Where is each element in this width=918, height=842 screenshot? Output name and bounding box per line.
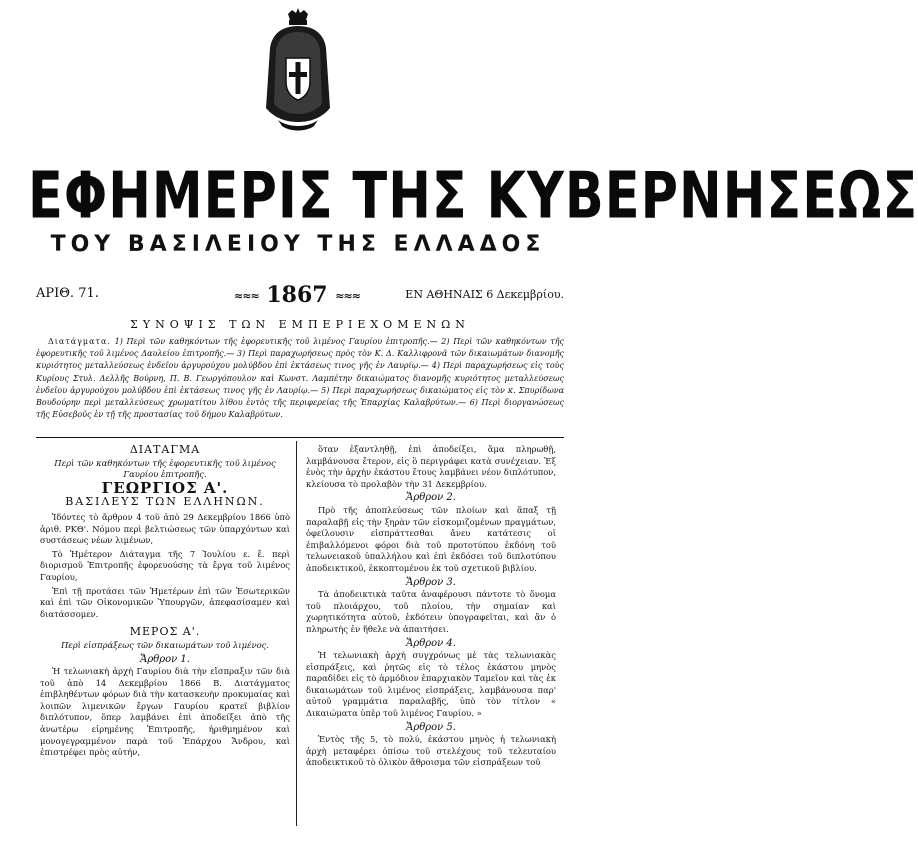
- left-column: [40, 444, 290, 761]
- right-column: [306, 444, 556, 771]
- paragraph: Ἐπὶ τῇ προτάσει τῶν Ἡμετέρων ἐπὶ τῶν Ἐσωτερικῶν καὶ ἐπὶ τῶν Οἰκονομικῶν Ὑπουργῶν, ἀπεφασίσαμεν καὶ διατάσσομεν.: [40, 585, 290, 619]
- masthead-subtitle: ΤΟΥ ΒΑΣΙΛΕΙΟΥ ΤΗΣ ΕΛΛΑΔΟΣ: [50, 232, 546, 257]
- article-heading: Ἄρθρον 3.: [406, 576, 456, 588]
- king-name: ΓΕΩΡΓΙΟΣ Α'.: [101, 478, 229, 497]
- decree-title: ΔΙΑΤΑΓΜΑ: [129, 443, 201, 456]
- issue-year-block: [222, 282, 372, 308]
- paragraph: ὅταν ἐξαντληθῇ, ἐπὶ ἀποδείξει, ἅμα πληρωθῇ, λαμβάνουσα ἕτερον, εἰς ὃ περιγράφει κατὰ συνέχειαν. Ἐξ ἑνὸς τὴν ἀρχὴν ἑκάστου ἔτους λαμβάνει νέον διπλότυπον, κλείουσα τὸ προλαβὸν τὴν 31 Δεκεμβρίου.: [306, 444, 556, 489]
- part-subject: Περὶ εἰσπράξεως τῶν δικαιωμάτων τοῦ λιμένος.: [60, 639, 270, 650]
- paragraph: Ἡ τελωνιακὴ ἀρχὴ Γαυρίου διὰ τὴν εἴσπραξιν τῶν διὰ τοῦ ἀπὸ 14 Δεκεμβρίου 1866 Β. Διατάγματος ἐπιβληθέντων φόρων διὰ τὴν κατασκευὴν προκυμαίας καὶ λοιπῶν λιμενικῶν ἔργων Γαυρίου κρατεῖ βιβλίον διπλότυπον, ὅπερ λαμβάνει ἐπὶ ἀποδείξει ἀπὸ τῆς ἀνωτέρω εἰρημένης Ἐπιτροπῆς, ἠριθμημένον καὶ μονογεγραμμένον παρὰ τοῦ Ἐπάρχου Ἄνδρου, καὶ ἐπιστρέφει πρὸς αὐτήν,: [40, 666, 290, 758]
- issue-year: 1867: [266, 282, 328, 308]
- paragraph: Ἐντὸς τῆς 5, τὸ πολύ, ἑκάστου μηνὸς ἡ τελωνιακὴ ἀρχὴ μεταφέρει ὀπίσω τοῦ στελέχους τοῦ τελευταίου ἀποδεικτικοῦ τὸ ὁλικὸν ἄθροισμα τῶν εἰσπράξεων τοῦ: [306, 734, 556, 768]
- paragraph: Πρὸ τῆς ἀποπλεύσεως τῶν πλοίων καὶ ἅπαξ τῇ παραλαβῇ εἰς τὴν ξηρὰν τῶν εἰσκομιζομένων πραγμάτων, ὀφείλουσιν εἰσπράττεσθαι ἄνευ κατάτεσις οἱ ἐπιβαλλόμενοι φόροι διὰ τοῦ προτοτύπου ἐκδόνη τοῦ τελωνειακοῦ ὑπαλλήλου καὶ ἐπὶ ἐκδόσει τοῦ διπλοτύπου ἀποδεικτικοῦ, ἐκκοπτομένου ἐκ τοῦ σχετικοῦ βιβλίου.: [306, 504, 556, 573]
- decree-subject: Περὶ τῶν καθηκόντων τῆς ἐφορευτικῆς τοῦ λιμένος Γαυρίου ἐπιτροπῆς.: [54, 457, 276, 480]
- paragraph: Τὰ ἀποδεικτικὰ ταῦτα ἀναφέρουσι πάντοτε τὸ ὄνομα τοῦ πλοιάρχου, τοῦ πλοίου, τὴν σημαίαν καὶ χωρητικότητα αὐτοῦ, ἐκδότειν ὑπογραφεῖται, καὶ ἂν ὁ πληρωτὴς ἐν ἤθελε νὰ ἀπαιτήσει.: [306, 589, 556, 634]
- article-heading: Ἄρθρον 5.: [406, 721, 456, 733]
- royal-coat-of-arms-icon: [262, 8, 334, 133]
- article-heading: Ἄρθρον 4.: [406, 637, 456, 649]
- part-heading: ΜΕΡΟΣ Α'.: [129, 625, 201, 639]
- issue-number: ΑΡΙΘ. 71.: [36, 286, 99, 301]
- article-heading: Ἄρθρον 1.: [140, 653, 190, 665]
- masthead-title: ΕΦΗΜΕΡΙΣ ΤΗΣ ΚΥΒΕΡΝΗΣΕΩΣ: [28, 160, 918, 234]
- issue-date: ΕΝ ΑΘΗΝΑΙΣ 6 Δεκεμβρίου.: [405, 288, 564, 301]
- issue-row: [36, 282, 564, 310]
- contents-text: 1) Περὶ τῶν καθηκόντων τῆς ἐφορευτικῆς τοῦ λιμένος Γαυρίου ἐπιτροπῆς.— 2) Περὶ τῶν καθηκόντων τῆς ἐφορευτικῆς τοῦ λιμένος Δαυλείου ἐπιτροπῆς.— 3) Περὶ παραχωρήσεως πρὸς τὸν Κ. Δ. Καλλιφρονᾶ τῶν δικαιωμάτων διανομῆς κυριότητος μεταλλεύσεως ἐνδεῖου ἀργυρούχου μολύβδου ἐπὶ ἐκτάσεως τινος γῆς ἐν Λαυρίῳ.— 4) Περὶ παραχωρήσεως εἰς τοὺς Κυρίους Στυλ. Δελλῆς Βούρνη, Π. Β. Γεωργόπουλον καὶ Κωνστ. Λαμπέτην δικαιώματος διανομῆς κυριότητος μεταλλεύσεως ἐνδεῖου ἀργυρούχου μολύβδου ἐπὶ ἐκτάσεως τινος γῆς ἐν Λαυρίῳ.— 5) Περὶ παραχωρήσεως δικαιώματος εἰς τὸν κ. Σπυρίδωνα Βουδούρην περὶ μεταλλεύσεως χρωματίτου λίθου ἐντὸς τῆς περιφερείας τῆς Ἐπαρχίας Καλαβρύτων.— 6) Περὶ διοργανώσεως τῆς Εὐσεβοῦς ἐν τῇ τῆς προστασίας τοῦ δήμου Καλαβρύτων.: [36, 337, 564, 420]
- section-divider: [36, 437, 564, 438]
- contents-heading: ΣΥΝΟΨΙΣ ΤΩΝ ΕΜΠΕΡΙΕΧΟΜΕΝΩΝ: [130, 318, 470, 331]
- contents-lead: Διατάγματα.: [48, 337, 111, 346]
- ornament-left-icon: ≈≈≈: [234, 289, 259, 303]
- column-divider: [296, 441, 297, 826]
- paragraph: Ἡ τελωνιακὴ ἀρχὴ συγχρόνως μὲ τὰς τελωνιακὰς εἰσπράξεις, καὶ ῥητῶς εἰς τὸ τέλος ἑκάστου μηνὸς παραδίδει εἰς τὸ ἁρμόδιον ἐπαρχιακὸν Ταμεῖον καὶ τὰς ἐκ δικαιωμάτων τοῦ λιμένος εἰσπράξεις, λαμβάνουσα παρ' αὐτοῦ γραμμάτια παραλαβῆς, ὑπὸ τὸν τίτλον « Δικαιώματα ὑπὲρ τοῦ λιμένος Γαυρίου. »: [306, 650, 556, 719]
- paragraph: Ἰδόντες τὸ ἄρθρον 4 τοῦ ἀπὸ 29 Δεκεμβρίου 1866 ὑπὸ ἀριθ. ΡΚΘ'. Νόμου περὶ βελτιώσεως τῶν ὑπαρχόντων καὶ συστάσεως νέων λιμένων,: [40, 511, 290, 546]
- article-heading: Ἄρθρον 2.: [406, 492, 456, 504]
- king-title: ΒΑΣΙΛΕΥΣ ΤΩΝ ΕΛΛΗΝΩΝ.: [65, 495, 265, 509]
- paragraph: Τὸ Ἡμέτερον Διάταγμα τῆς 7 Ἰουλίου ε. ἔ. περὶ διορισμοῦ Ἐπιτροπῆς ἐφορευούσης τὰ ἔργα τοῦ λιμένος Γαυρίου,: [40, 548, 290, 582]
- contents-summary: [36, 336, 564, 434]
- ornament-right-icon: ≈≈≈: [335, 289, 360, 303]
